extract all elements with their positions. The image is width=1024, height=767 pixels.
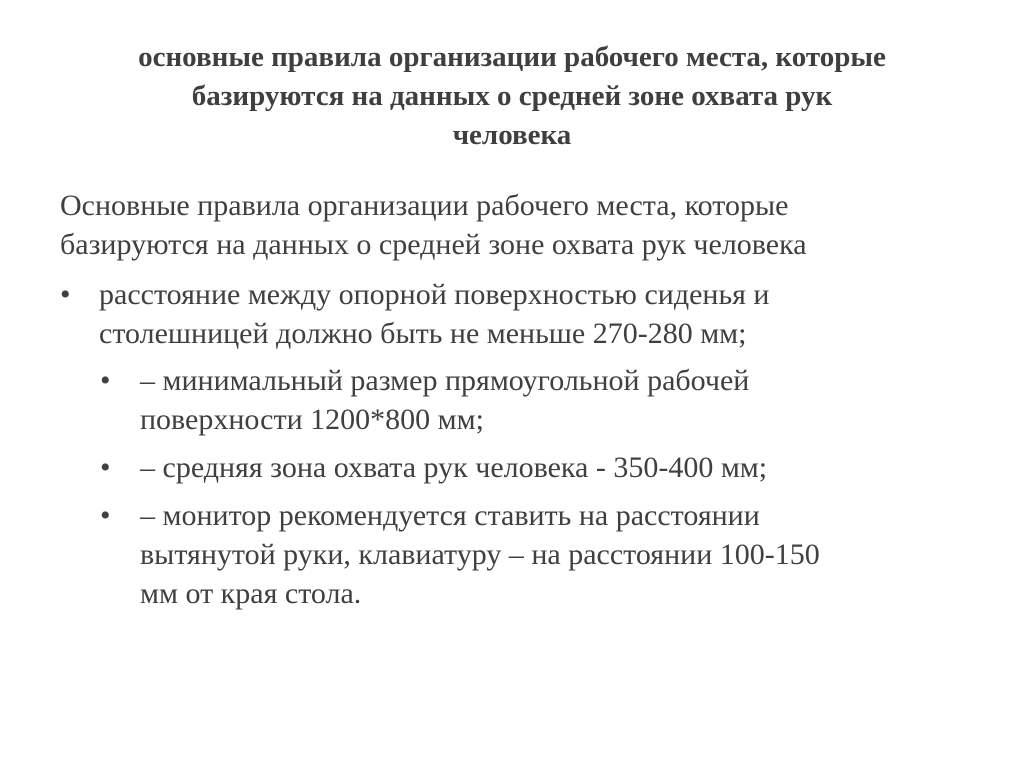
intro-line: базируются на данных о средней зоне охвата рук человека bbox=[60, 228, 807, 261]
intro-line: Основные правила организации рабочего места, которые bbox=[60, 189, 789, 222]
sub-bullet-line: мм от края стола. bbox=[140, 577, 362, 610]
sub-bullet-item bbox=[60, 496, 960, 613]
sub-bullet-marker: • bbox=[100, 451, 111, 484]
bullet-line: расстояние между опорной поверхностью сиденья и bbox=[99, 278, 770, 311]
title-line: базируются на данных о средней зоне охвата рук bbox=[191, 80, 833, 112]
sub-bullet-line: – монитор рекомендуется ставить на расстоянии bbox=[140, 499, 760, 532]
sub-bullet-marker: • bbox=[100, 364, 111, 397]
sub-bullet-marker: • bbox=[100, 499, 111, 532]
sub-bullet-line: поверхности 1200*800 мм; bbox=[140, 403, 484, 436]
sub-bullet-item bbox=[60, 448, 960, 487]
sub-bullet-item bbox=[60, 361, 960, 439]
title-line: основные правила организации рабочего места, которые bbox=[138, 41, 886, 73]
intro-paragraph bbox=[60, 186, 960, 264]
sub-bullet-line: – средняя зона охвата рук человека - 350-400 мм; bbox=[140, 451, 768, 484]
bullet-line: столешницей должно быть не меньше 270-280 мм; bbox=[99, 317, 747, 350]
bullet-item bbox=[60, 275, 960, 353]
sub-bullet-line: вытянутой руки, клавиатуру – на расстоянии 100-150 bbox=[140, 538, 820, 571]
slide-title bbox=[40, 38, 984, 155]
sub-bullet-line: – минимальный размер прямоугольной рабочей bbox=[140, 364, 750, 397]
slide-body bbox=[60, 186, 960, 613]
title-line: человека bbox=[452, 119, 572, 151]
bullet-marker: • bbox=[60, 278, 71, 311]
